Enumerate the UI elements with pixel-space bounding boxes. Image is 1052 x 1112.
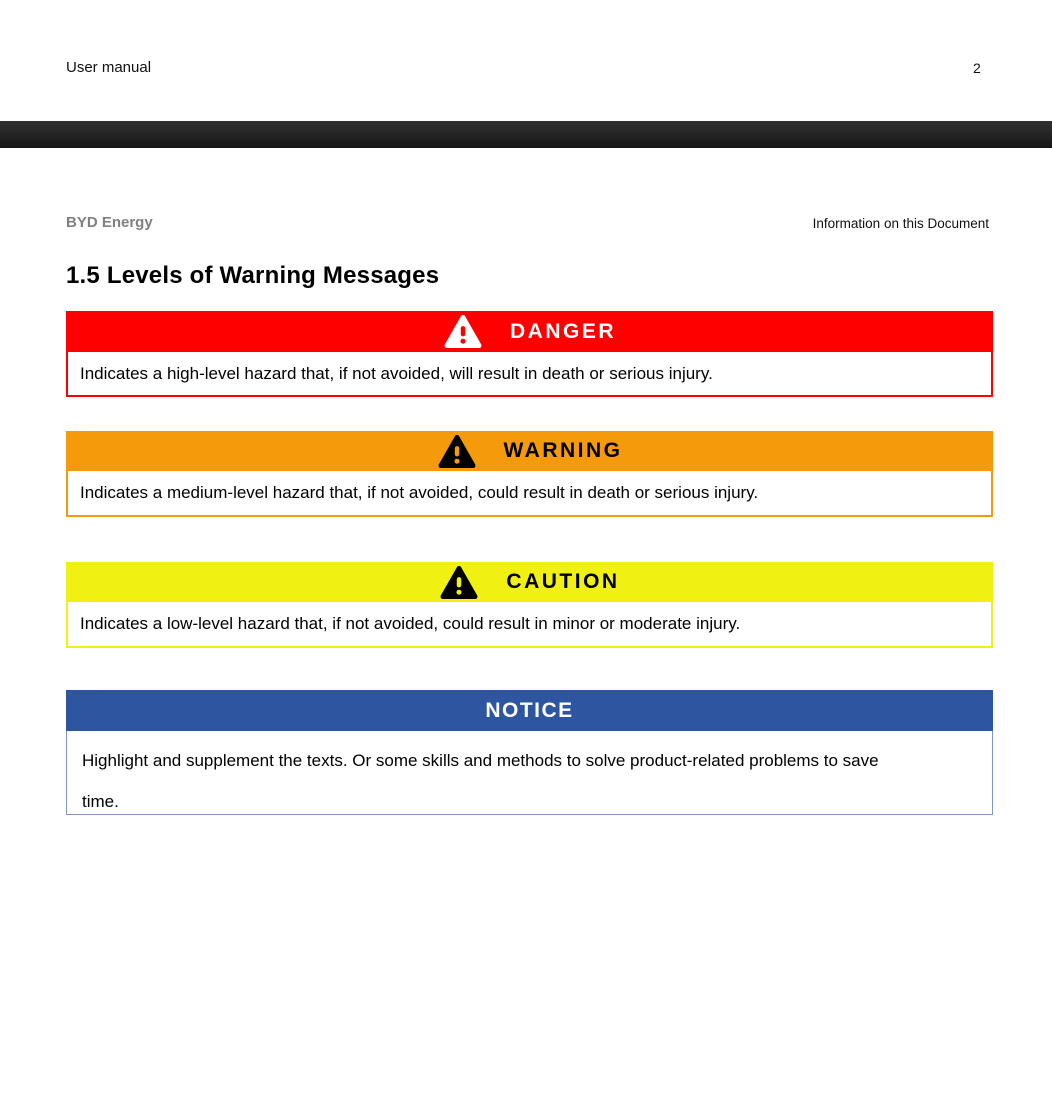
caution-header	[66, 562, 993, 602]
warning-triangle-icon	[443, 314, 483, 349]
doc-title: User manual	[66, 59, 152, 76]
notice-label: NOTICE	[485, 698, 574, 722]
warning-triangle-icon	[437, 434, 477, 469]
warning-description	[66, 471, 993, 517]
danger-box	[66, 311, 993, 397]
section-reference: Information on this Document	[812, 216, 989, 231]
danger-header	[66, 311, 993, 352]
brand-header: BYD Energy	[66, 214, 153, 231]
warning-label: WARNING	[503, 439, 623, 462]
danger-description-text: Indicates a high-level hazard that, if not avoided, will result in death or serious injury.	[80, 363, 713, 383]
caution-description	[66, 602, 993, 648]
caution-description-text: Indicates a low-level hazard that, if not avoided, could result in minor or moderate injury.	[80, 614, 741, 633]
notice-header	[66, 690, 993, 731]
warning-triangle-icon	[439, 565, 479, 600]
notice-description	[66, 731, 993, 815]
page-title: 1.5 Levels of Warning Messages	[66, 262, 440, 289]
page-number: 2	[973, 60, 981, 76]
caution-label: CAUTION	[506, 570, 620, 593]
warning-box	[66, 431, 993, 517]
notice-box	[66, 690, 993, 815]
caution-box	[66, 562, 993, 648]
page-separator	[0, 121, 1052, 148]
danger-label: DANGER	[509, 319, 616, 343]
notice-description-text: Highlight and supplement the texts. Or some skills and methods to solve product-related problems to save time.	[82, 751, 879, 811]
danger-description	[66, 352, 993, 397]
warning-description-text: Indicates a medium-level hazard that, if not avoided, could result in death or serious injury.	[80, 483, 759, 502]
warning-header	[66, 431, 993, 471]
